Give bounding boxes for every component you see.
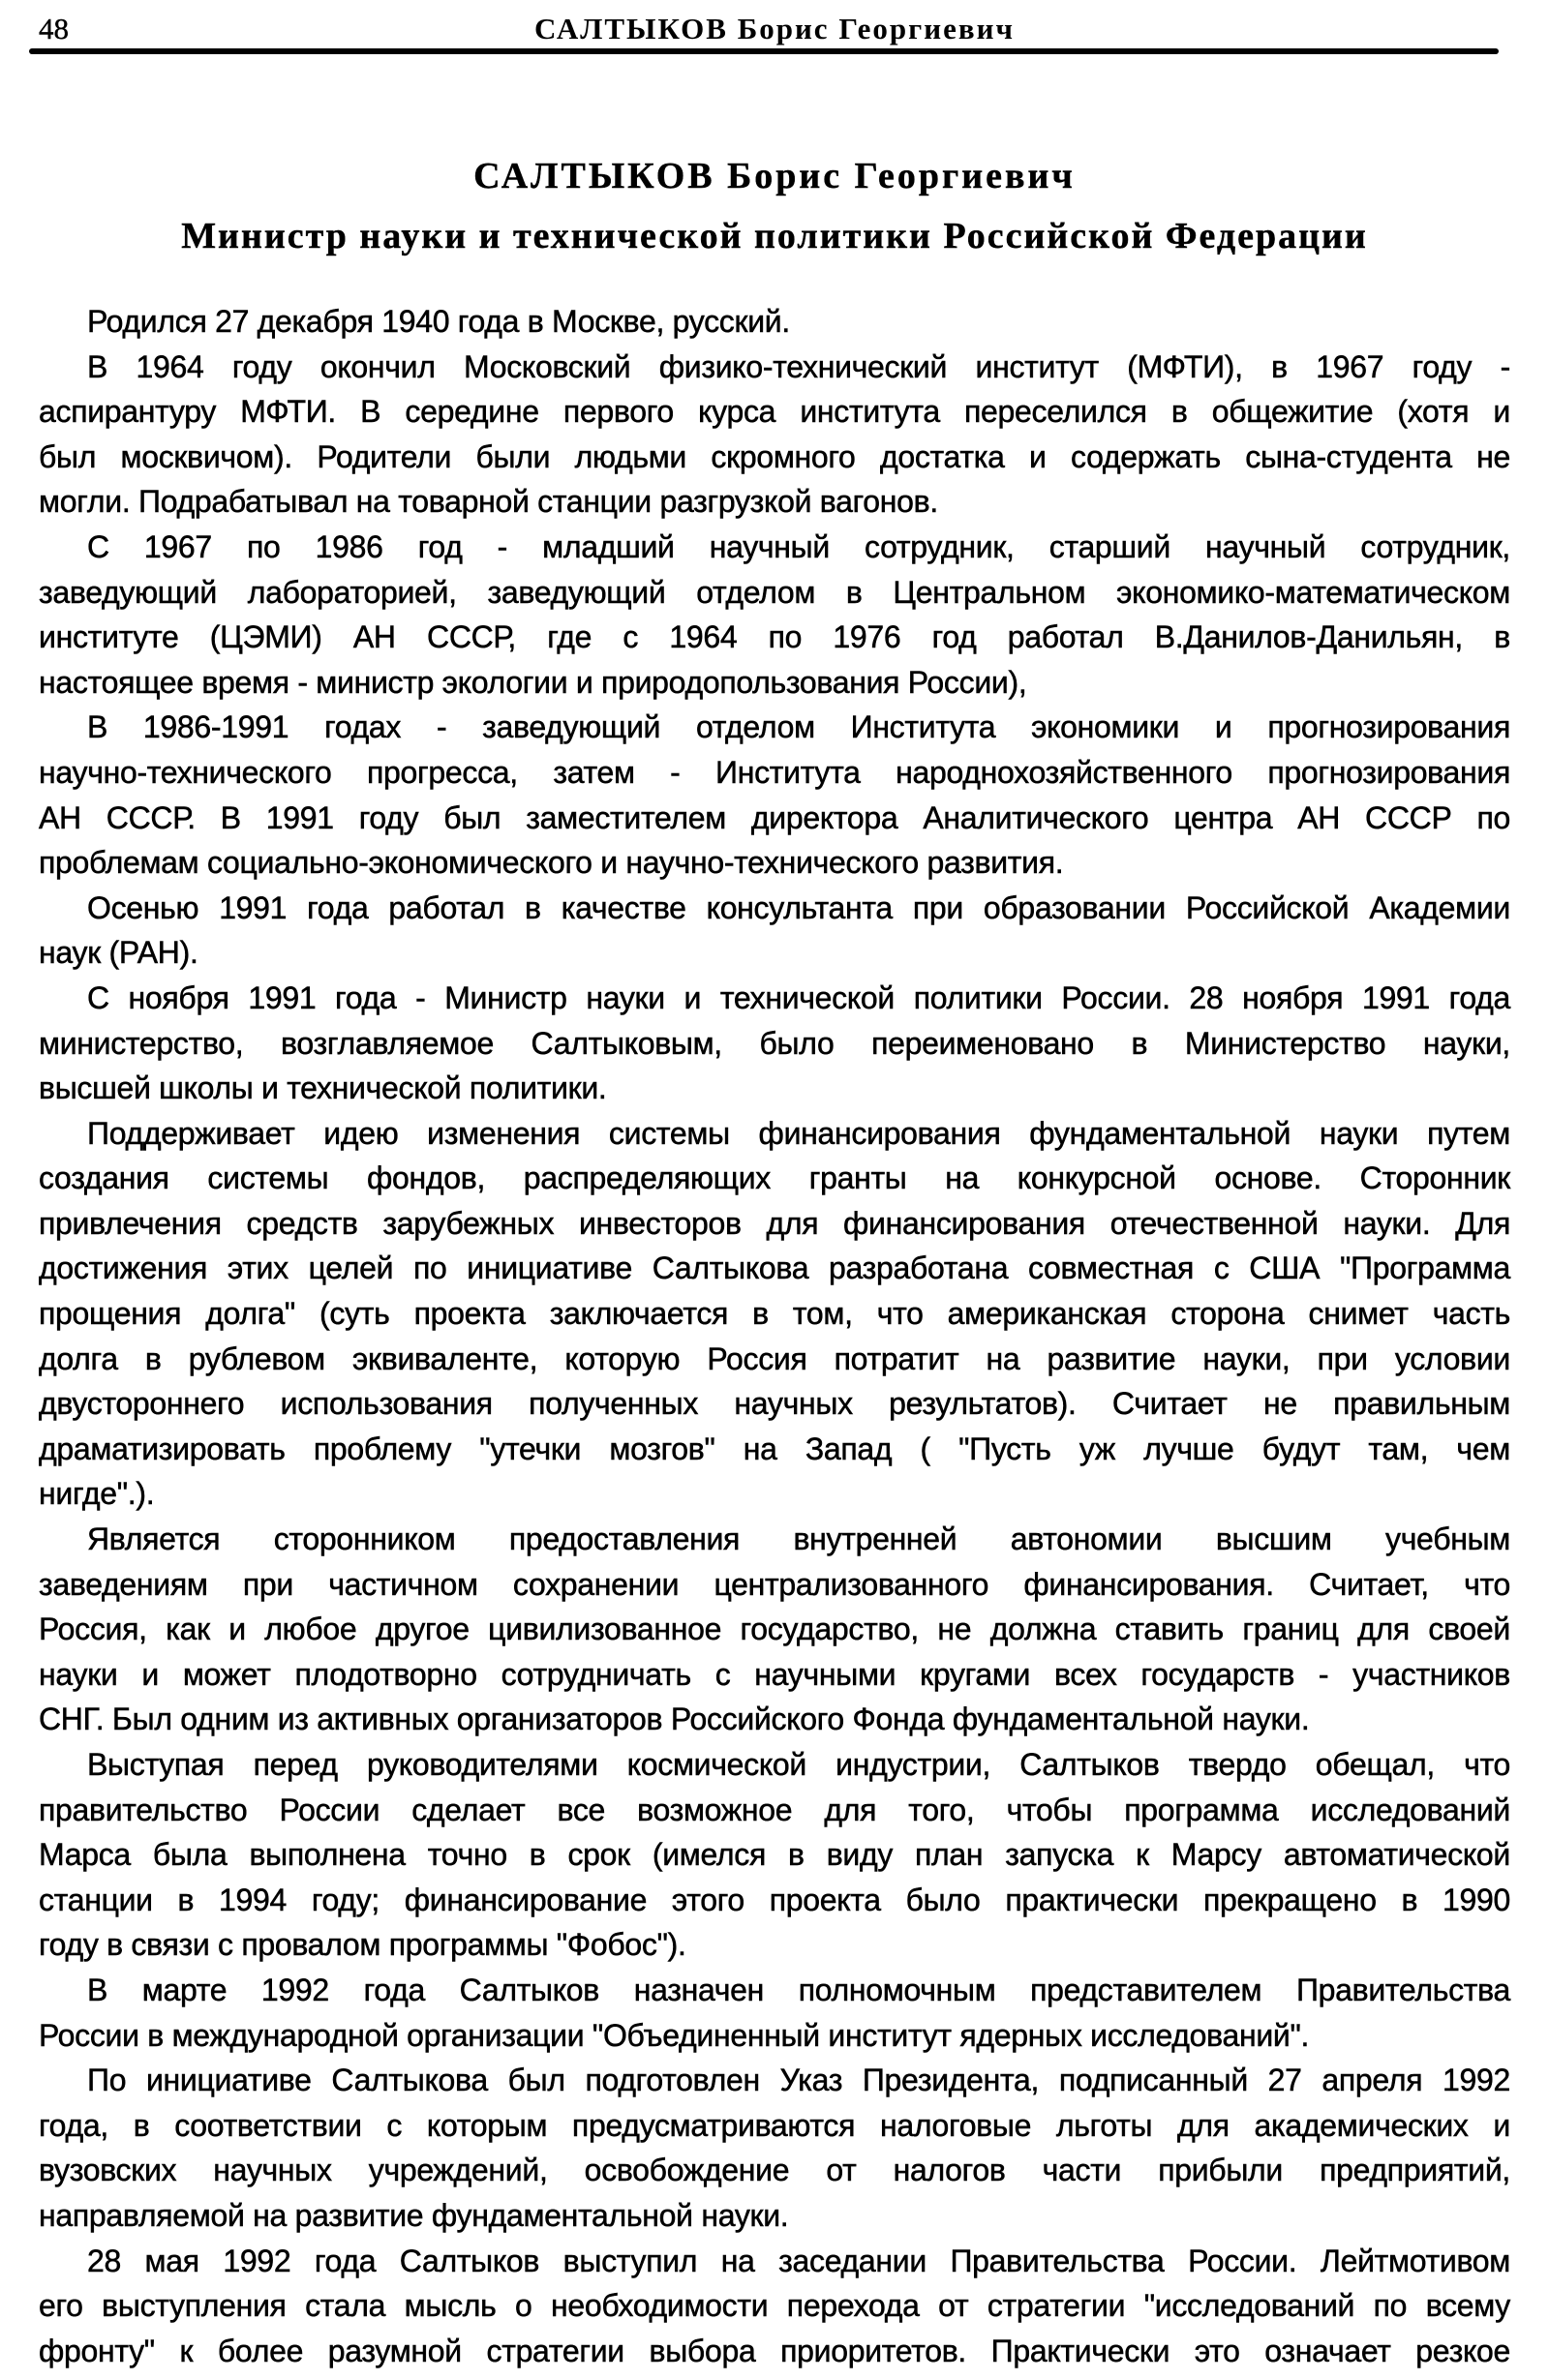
body-line: институте (ЦЭМИ) АН СССР, где с 1964 по 1976 год работал В.Данилов-Данильян, в	[39, 619, 1510, 655]
header-rule	[29, 48, 1499, 54]
body-line: Поддерживает идею изменения системы финансирования фундаментальной науки путем	[87, 1115, 1510, 1151]
body-line: нигде".).	[39, 1476, 155, 1512]
body-line: Марса была выполнена точно в срок (имелся в виду план запуска к Марсу автоматической	[39, 1837, 1510, 1873]
body-line: В марте 1992 года Салтыков назначен полномочным представителем Правительства	[87, 1972, 1510, 2007]
body-line: науки и может плодотворно сотрудничать с научными кругами всех государств - участников	[39, 1656, 1510, 1692]
body-line: прощения долга" (суть проекта заключается в том, что американская сторона снимет часть	[39, 1296, 1510, 1332]
body-line: В 1986-1991 годах - заведующий отделом Института экономики и прогнозирования	[87, 709, 1510, 745]
body-line: могли. Подрабатывал на товарной станции разгрузкой вагонов.	[39, 484, 938, 520]
body-line: Является сторонником предоставления внутренней автономии высшим учебным	[87, 1521, 1510, 1557]
running-header-title: САЛТЫКОВ Борис Георгиевич	[534, 12, 1015, 45]
body-line: высшей школы и технической политики.	[39, 1070, 607, 1106]
body-line: правительство России сделает все возможное для того, чтобы программа исследований	[39, 1792, 1510, 1827]
body-line: СНГ. Был одним из активных организаторов Российского Фонда фундаментальной науки.	[39, 1702, 1310, 1737]
body-line: аспирантуру МФТИ. В середине первого курса института переселился в общежитие (хотя и	[39, 394, 1510, 430]
body-line: Россия, как и любое другое цивилизованное государство, не должна ставить границ для своей	[39, 1612, 1510, 1647]
body-line: достижения этих целей по инициативе Салтыкова разработана совместная с США "Программа	[39, 1250, 1510, 1286]
body-line: наук (РАН).	[39, 935, 198, 971]
body-line: С 1967 по 1986 год - младший научный сотрудник, старший научный сотрудник,	[87, 528, 1510, 564]
body-line: вузовских научных учреждений, освобождение от налогов части прибыли предприятий,	[39, 2153, 1510, 2188]
body-line: заведующий лабораторией, заведующий отделом в Центральном экономико-математическом	[39, 574, 1510, 610]
body-line: АН СССР. В 1991 году был заместителем директора Аналитического центра АН СССР по	[39, 799, 1510, 835]
body-line: министерство, возглавляемое Салтыковым, было переименовано в Министерство науки,	[39, 1025, 1510, 1061]
body-line: был москвичом). Родители были людьми скромного достатка и содержать сына-студента не	[39, 438, 1510, 474]
body-line: Родился 27 декабря 1940 года в Москве, русский.	[87, 304, 790, 339]
body-line: двустороннего использования полученных научных результатов). Считает не правильным	[39, 1386, 1510, 1422]
body-line: С ноября 1991 года - Министр науки и технической политики России. 28 ноября 1991 года	[87, 979, 1510, 1015]
body-line: По инициативе Салтыкова был подготовлен Указ Президента, подписанный 27 апреля 1992	[87, 2063, 1510, 2098]
body-line: 28 мая 1992 года Салтыков выступил на заседании Правительства России. Лейтмотивом	[87, 2243, 1510, 2278]
page-number: 48	[39, 12, 69, 45]
body-line: направляемой на развитие фундаментальной науки.	[39, 2197, 789, 2233]
document-title: САЛТЫКОВ Борис Георгиевич	[473, 156, 1076, 196]
body-line: его выступления стала мысль о необходимости перехода от стратегии "исследований по всему	[39, 2288, 1510, 2324]
document-subtitle: Министр науки и технической политики Российской Федерации	[181, 216, 1368, 256]
body-line: заведениям при частичном сохранении централизованного финансирования. Считает, что	[39, 1566, 1510, 1602]
body-line: научно-технического прогресса, затем - Института народнохозяйственного прогнозирования	[39, 754, 1510, 790]
body-line: года, в соответствии с которым предусматриваются налоговые льготы для академических и	[39, 2107, 1510, 2143]
body-line: фронту" к более разумной стратегии выбора приоритетов. Практически это означает резкое	[39, 2333, 1510, 2368]
body-line: станции в 1994 году; финансирование этого проекта было практически прекращено в 1990	[39, 1882, 1510, 1917]
body-text	[39, 299, 1510, 2373]
body-line: драматизировать проблему "утечки мозгов" на Запад ( "Пусть уж лучше будут там, чем	[39, 1431, 1510, 1466]
body-line: В 1964 году окончил Московский физико-технический институт (МФТИ), в 1967 году -	[87, 348, 1510, 384]
body-line: Выступая перед руководителями космической индустрии, Салтыков твердо обещал, что	[87, 1747, 1510, 1782]
body-line: Осенью 1991 года работал в качестве консультанта при образовании Российской Академии	[87, 889, 1510, 925]
body-line: настоящее время - министр экологии и природопользования России),	[39, 664, 1027, 700]
body-line: привлечения средств зарубежных инвесторов для финансирования отечественной науки. Для	[39, 1205, 1510, 1241]
body-line: году в связи с провалом программы "Фобос").	[39, 1927, 686, 1963]
body-line: проблемам социально-экономического и научно-технического развития.	[39, 845, 1064, 881]
body-line: долга в рублевом эквиваленте, которую Россия потратит на развитие науки, при условии	[39, 1341, 1510, 1376]
body-line: России в международной организации "Объединенный институт ядерных исследований".	[39, 2017, 1310, 2053]
body-line: создания системы фондов, распределяющих гранты на конкурсной основе. Сторонник	[39, 1160, 1510, 1196]
